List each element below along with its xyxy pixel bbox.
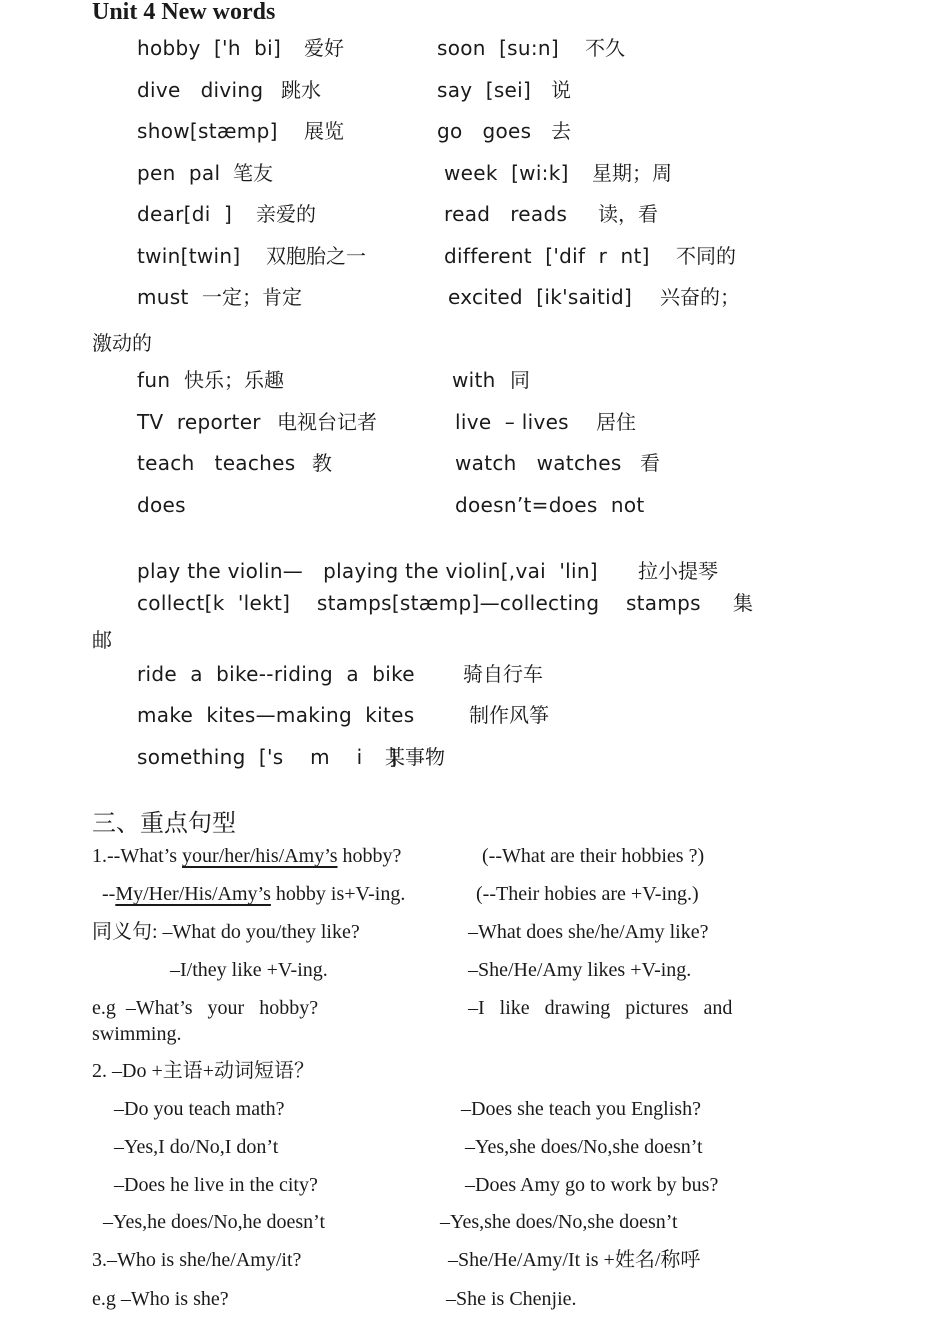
sentence-line: –She/He/Amy likes +V-ing.: [468, 959, 692, 981]
word-zh: 双胞胎之一: [266, 244, 366, 268]
sentence-line: e.g –What’s your hobby?: [92, 997, 319, 1019]
word-zh: 一定；肯定: [202, 285, 302, 309]
word-zh: 电视台记者: [277, 410, 377, 434]
word-en: teach teaches: [137, 451, 296, 475]
sentence-line: –I like drawing pictures and: [468, 997, 733, 1019]
word-zh: 星期；周: [592, 161, 672, 185]
phrase-zh: 制作风筝: [469, 703, 549, 727]
sentence-text: hobby is+V-ing.: [270, 883, 406, 905]
word-en: with: [452, 368, 496, 392]
phrase-zh: 拉小提琴: [638, 559, 718, 583]
sentence-line: –She/He/Amy/It is +姓名/称呼: [448, 1249, 701, 1271]
word-zh: 教: [312, 451, 332, 475]
word-en: different ['dif r nt]: [444, 244, 650, 268]
word-en: pen pal: [137, 161, 221, 185]
word-en: soon [su:n]: [437, 36, 559, 60]
sentence-line: 同义句: –What do you/they like?: [92, 921, 360, 943]
phrase-zh: 骑自行车: [463, 662, 543, 686]
sentence-line: –Does she teach you English?: [461, 1098, 701, 1120]
phrase-zh: 某事物: [385, 745, 445, 769]
underlined-text: your/her/his/Amy’s: [181, 845, 338, 867]
word-en: must: [137, 285, 189, 309]
sentence-text: --: [102, 883, 116, 905]
phrase-zh: 集: [733, 591, 753, 615]
word-en: say [sei]: [437, 78, 532, 102]
sentence-line: –Yes,he does/No,he doesn’t: [103, 1211, 326, 1233]
word-zh: 看: [640, 451, 660, 475]
sentence-line: –Yes,I do/No,I don’t: [114, 1136, 279, 1158]
word-zh: 读，看: [598, 202, 658, 226]
word-zh-continued: 激动的: [92, 331, 152, 355]
sentence-line: (--What are their hobbies ?): [482, 845, 705, 867]
word-zh: 兴奋的；: [660, 285, 740, 309]
section-heading: 三、重点句型: [92, 811, 236, 837]
word-en: hobby ['h bi]: [137, 36, 282, 60]
phrase-en: play the violin— playing the violin[,vai 'lin]: [137, 559, 598, 583]
phrase-zh-continued: 邮: [92, 628, 112, 652]
phrase-en: collect[k 'lekt] stamps[stæmp]—collecting stamps: [137, 591, 701, 615]
word-zh: 爱好: [304, 36, 344, 60]
word-zh: 居住: [596, 410, 636, 434]
word-zh: 跳水: [281, 78, 321, 102]
word-zh: 不久: [585, 36, 625, 60]
word-en: twin[twin]: [137, 244, 241, 268]
sentence-line: –Yes,she does/No,she doesn’t: [465, 1136, 703, 1158]
sentence-line: –I/they like +V-ing.: [170, 959, 328, 981]
sentence-line: –Yes,she does/No,she doesn’t: [440, 1211, 678, 1233]
word-zh: 展览: [304, 119, 344, 143]
word-en: go goes: [437, 119, 532, 143]
sentence-line: –Do you teach math?: [114, 1098, 285, 1120]
word-en: live – lives: [455, 410, 569, 434]
underlined-text: My/Her/His/Amy’s: [115, 883, 271, 905]
word-en: dive diving: [137, 78, 264, 102]
sentence-line: 3.–Who is she/he/Amy/it?: [92, 1249, 302, 1271]
word-en: fun: [137, 368, 171, 392]
word-en: does: [137, 493, 186, 517]
sentence-line: swimming.: [92, 1023, 182, 1045]
sentence-line: –What does she/he/Amy like?: [468, 921, 709, 943]
page-title: Unit 4 New words: [92, 0, 276, 25]
phrase-en: ride a bike--riding a bike: [137, 662, 415, 686]
word-en: week [wi:k]: [444, 161, 569, 185]
word-en: TV reporter: [137, 410, 261, 434]
sentence-line: –She is Chenjie.: [446, 1288, 577, 1310]
word-en: read reads: [444, 202, 568, 226]
sentence-line: –Does he live in the city?: [114, 1174, 318, 1196]
word-en: excited [ik'saitid]: [448, 285, 633, 309]
word-zh: 笔友: [233, 161, 273, 185]
word-zh: 去: [551, 119, 571, 143]
word-en: dear[di ]: [137, 202, 233, 226]
sentence-text: 1.--What’s: [92, 845, 182, 867]
word-zh: 同: [510, 368, 530, 392]
sentence-line: (--Their hobies are +V-ing.): [476, 883, 699, 905]
phrase-en: make kites—making kites: [137, 703, 415, 727]
word-zh: 说: [551, 78, 571, 102]
sentence-line: [92, 846, 401, 866]
word-en: show[stæmp]: [137, 119, 278, 143]
word-zh: 快乐；乐趣: [184, 368, 284, 392]
word-en: doesn’t=does not: [455, 493, 645, 517]
sentence-line: –Does Amy go to work by bus?: [465, 1174, 719, 1196]
sentence-line: [102, 884, 405, 904]
word-zh: 亲爱的: [256, 202, 316, 226]
word-en: watch watches: [455, 451, 622, 475]
sentence-line: e.g –Who is she?: [92, 1288, 229, 1310]
sentence-line: 2. –Do +主语+动词短语？: [92, 1060, 315, 1082]
word-zh: 不同的: [676, 244, 736, 268]
phrase-en: something ['s m i ]: [137, 745, 398, 769]
sentence-text: hobby?: [337, 845, 402, 867]
